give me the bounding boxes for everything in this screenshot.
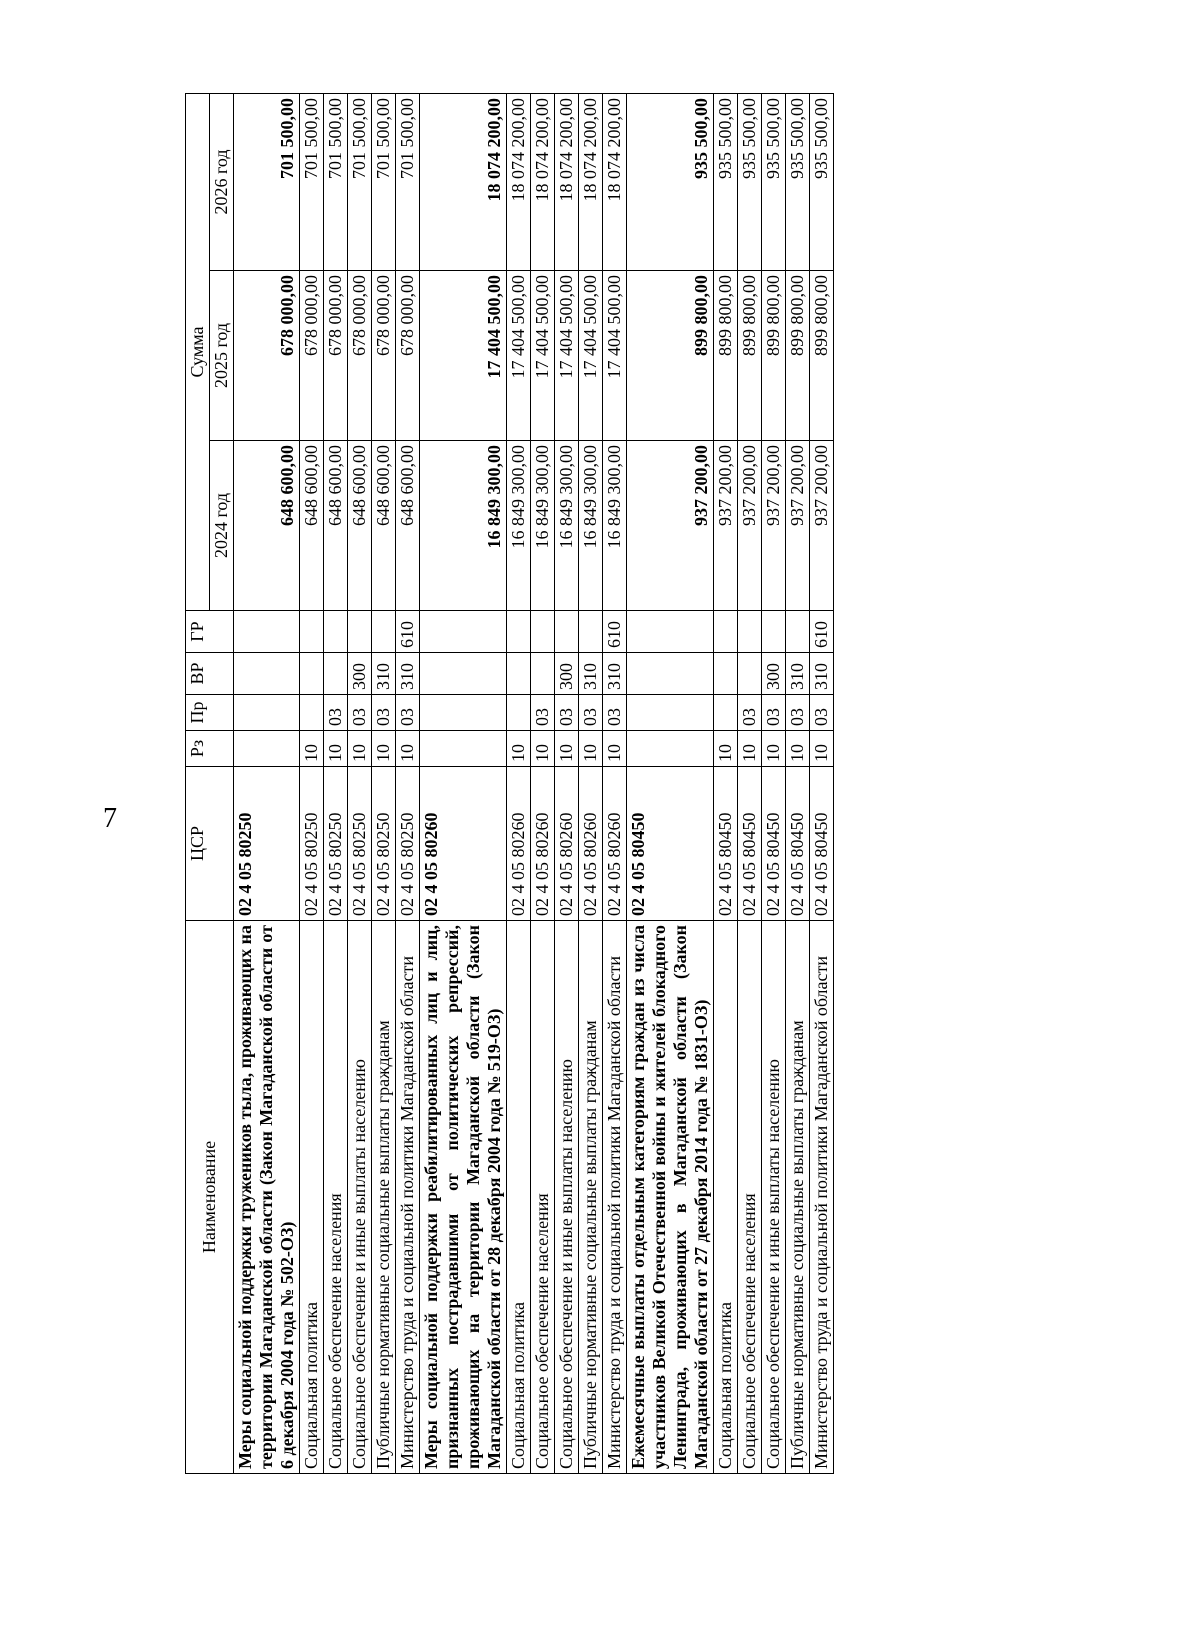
sum-2026-cell: 18 074 200,00 xyxy=(603,93,627,270)
vr-cell: 310 xyxy=(786,653,810,695)
sum-2024-cell: 648 600,00 xyxy=(234,441,300,611)
vr-cell xyxy=(507,653,531,695)
table-row xyxy=(396,93,420,1473)
name-cell: Меры социальной поддержки тружеников тыла, проживающих на территории Магаданской области (Закон Магаданской области от 6 декабря 2004 года № 502-ОЗ) xyxy=(234,921,300,1474)
sum-2025-cell: 678 000,00 xyxy=(372,271,396,441)
sum-2024-cell: 937 200,00 xyxy=(627,441,714,611)
pr-cell: 03 xyxy=(762,695,786,731)
csr-cell: 02 4 05 80250 xyxy=(372,767,396,921)
header-rz: Рз xyxy=(186,731,234,767)
csr-cell: 02 4 05 80250 xyxy=(348,767,372,921)
csr-cell: 02 4 05 80450 xyxy=(714,767,738,921)
gr-cell xyxy=(714,611,738,653)
gr-cell xyxy=(786,611,810,653)
sum-2026-cell: 18 074 200,00 xyxy=(420,93,507,270)
table-row xyxy=(738,93,762,1473)
sum-2024-cell: 16 849 300,00 xyxy=(420,441,507,611)
header-vr: ВР xyxy=(186,653,234,695)
vr-cell xyxy=(531,653,555,695)
sum-2024-cell: 648 600,00 xyxy=(372,441,396,611)
sum-2026-cell: 935 500,00 xyxy=(714,93,738,270)
gr-cell xyxy=(372,611,396,653)
table-row xyxy=(234,93,300,1473)
csr-cell: 02 4 05 80450 xyxy=(627,767,714,921)
sum-2024-cell: 648 600,00 xyxy=(396,441,420,611)
sum-2025-cell: 678 000,00 xyxy=(324,271,348,441)
sum-2025-cell: 899 800,00 xyxy=(738,271,762,441)
sum-2025-cell: 17 404 500,00 xyxy=(555,271,579,441)
pr-cell: 03 xyxy=(786,695,810,731)
rz-cell xyxy=(627,731,714,767)
table-body xyxy=(234,93,834,1473)
sum-2026-cell: 18 074 200,00 xyxy=(507,93,531,270)
sum-2026-cell: 935 500,00 xyxy=(738,93,762,270)
vr-cell xyxy=(300,653,324,695)
table-row xyxy=(786,93,810,1473)
sum-2025-cell: 17 404 500,00 xyxy=(579,271,603,441)
gr-cell xyxy=(627,611,714,653)
name-cell: Социальное обеспечение населения xyxy=(738,921,762,1474)
rz-cell: 10 xyxy=(300,731,324,767)
rz-cell: 10 xyxy=(531,731,555,767)
gr-cell xyxy=(579,611,603,653)
sum-2024-cell: 16 849 300,00 xyxy=(603,441,627,611)
pr-cell: 03 xyxy=(372,695,396,731)
rz-cell: 10 xyxy=(396,731,420,767)
table-row xyxy=(420,93,507,1473)
table-row xyxy=(810,93,834,1473)
sum-2026-cell: 18 074 200,00 xyxy=(555,93,579,270)
pr-cell xyxy=(507,695,531,731)
vr-cell: 310 xyxy=(372,653,396,695)
sum-2025-cell: 678 000,00 xyxy=(234,271,300,441)
name-cell: Социальное обеспечение и иные выплаты населению xyxy=(762,921,786,1474)
name-cell: Социальная политика xyxy=(507,921,531,1474)
sum-2024-cell: 937 200,00 xyxy=(762,441,786,611)
sum-2025-cell: 899 800,00 xyxy=(714,271,738,441)
header-gr: ГР xyxy=(186,611,234,653)
rz-cell xyxy=(234,731,300,767)
table-row xyxy=(555,93,579,1473)
csr-cell: 02 4 05 80450 xyxy=(738,767,762,921)
pr-cell: 03 xyxy=(324,695,348,731)
sum-2025-cell: 678 000,00 xyxy=(396,271,420,441)
pr-cell xyxy=(420,695,507,731)
sum-2025-cell: 899 800,00 xyxy=(786,271,810,441)
gr-cell: 610 xyxy=(396,611,420,653)
table-row xyxy=(762,93,786,1473)
pr-cell: 03 xyxy=(396,695,420,731)
sum-2026-cell: 701 500,00 xyxy=(396,93,420,270)
page-number: 7 xyxy=(103,803,117,834)
gr-cell xyxy=(234,611,300,653)
sum-2024-cell: 648 600,00 xyxy=(300,441,324,611)
sum-2024-cell: 648 600,00 xyxy=(324,441,348,611)
sum-2026-cell: 935 500,00 xyxy=(786,93,810,270)
csr-cell: 02 4 05 80250 xyxy=(234,767,300,921)
header-csr: ЦСР xyxy=(186,767,234,921)
header-year-2026: 2026 год xyxy=(210,93,234,270)
sum-2026-cell: 701 500,00 xyxy=(348,93,372,270)
gr-cell xyxy=(324,611,348,653)
vr-cell: 310 xyxy=(579,653,603,695)
sum-2024-cell: 16 849 300,00 xyxy=(555,441,579,611)
rz-cell: 10 xyxy=(786,731,810,767)
csr-cell: 02 4 05 80250 xyxy=(396,767,420,921)
gr-cell xyxy=(420,611,507,653)
table-row xyxy=(507,93,531,1473)
sum-2025-cell: 17 404 500,00 xyxy=(603,271,627,441)
sum-2025-cell: 17 404 500,00 xyxy=(507,271,531,441)
pr-cell: 03 xyxy=(531,695,555,731)
sum-2025-cell: 17 404 500,00 xyxy=(531,271,555,441)
vr-cell: 310 xyxy=(396,653,420,695)
header-year-2024: 2024 год xyxy=(210,441,234,611)
sum-2026-cell: 18 074 200,00 xyxy=(531,93,555,270)
csr-cell: 02 4 05 80450 xyxy=(786,767,810,921)
header-name: Наименование xyxy=(186,921,234,1474)
name-cell: Социальное обеспечение и иные выплаты населению xyxy=(348,921,372,1474)
csr-cell: 02 4 05 80260 xyxy=(579,767,603,921)
table-row xyxy=(372,93,396,1473)
rz-cell: 10 xyxy=(324,731,348,767)
vr-cell: 300 xyxy=(555,653,579,695)
rz-cell: 10 xyxy=(372,731,396,767)
pr-cell: 03 xyxy=(555,695,579,731)
csr-cell: 02 4 05 80260 xyxy=(555,767,579,921)
sum-2024-cell: 16 849 300,00 xyxy=(507,441,531,611)
rz-cell: 10 xyxy=(714,731,738,767)
pr-cell: 03 xyxy=(738,695,762,731)
vr-cell xyxy=(714,653,738,695)
table-row xyxy=(579,93,603,1473)
rz-cell xyxy=(420,731,507,767)
gr-cell xyxy=(348,611,372,653)
csr-cell: 02 4 05 80260 xyxy=(603,767,627,921)
sum-2024-cell: 937 200,00 xyxy=(714,441,738,611)
pr-cell: 03 xyxy=(579,695,603,731)
rotated-page-content xyxy=(185,94,1185,1474)
gr-cell xyxy=(555,611,579,653)
csr-cell: 02 4 05 80450 xyxy=(762,767,786,921)
table-row xyxy=(603,93,627,1473)
pr-cell: 03 xyxy=(603,695,627,731)
sum-2026-cell: 18 074 200,00 xyxy=(579,93,603,270)
sum-2025-cell: 678 000,00 xyxy=(300,271,324,441)
rz-cell: 10 xyxy=(762,731,786,767)
sum-2026-cell: 701 500,00 xyxy=(372,93,396,270)
name-cell: Публичные нормативные социальные выплаты гражданам xyxy=(786,921,810,1474)
pr-cell xyxy=(234,695,300,731)
table-row xyxy=(324,93,348,1473)
rz-cell: 10 xyxy=(810,731,834,767)
name-cell: Социальная политика xyxy=(714,921,738,1474)
sum-2025-cell: 899 800,00 xyxy=(762,271,786,441)
sum-2024-cell: 937 200,00 xyxy=(738,441,762,611)
name-cell: Публичные нормативные социальные выплаты гражданам xyxy=(579,921,603,1474)
gr-cell xyxy=(531,611,555,653)
gr-cell xyxy=(507,611,531,653)
gr-cell xyxy=(762,611,786,653)
table-header xyxy=(186,93,234,1473)
name-cell: Социальная политика xyxy=(300,921,324,1474)
table-row xyxy=(714,93,738,1473)
rz-cell: 10 xyxy=(603,731,627,767)
table-row xyxy=(627,93,714,1473)
sum-2026-cell: 701 500,00 xyxy=(234,93,300,270)
sum-2025-cell: 678 000,00 xyxy=(348,271,372,441)
name-cell: Меры социальной поддержки реабилитированных лиц и лиц, признанных пострадавшими от политических репрессий, проживающих на территории Магаданской области (Закон Магаданской области от 28 декабря 2004 года № 519-ОЗ) xyxy=(420,921,507,1474)
table-row xyxy=(531,93,555,1473)
csr-cell: 02 4 05 80260 xyxy=(507,767,531,921)
csr-cell: 02 4 05 80250 xyxy=(324,767,348,921)
sum-2025-cell: 899 800,00 xyxy=(810,271,834,441)
sum-2026-cell: 935 500,00 xyxy=(810,93,834,270)
csr-cell: 02 4 05 80450 xyxy=(810,767,834,921)
sum-2024-cell: 16 849 300,00 xyxy=(579,441,603,611)
sum-2024-cell: 16 849 300,00 xyxy=(531,441,555,611)
table-row xyxy=(300,93,324,1473)
name-cell: Социальное обеспечение населения xyxy=(324,921,348,1474)
vr-cell xyxy=(324,653,348,695)
header-year-2025: 2025 год xyxy=(210,271,234,441)
sum-2026-cell: 935 500,00 xyxy=(627,93,714,270)
name-cell: Социальное обеспечение и иные выплаты населению xyxy=(555,921,579,1474)
name-cell: Публичные нормативные социальные выплаты гражданам xyxy=(372,921,396,1474)
vr-cell: 310 xyxy=(603,653,627,695)
rz-cell: 10 xyxy=(507,731,531,767)
gr-cell: 610 xyxy=(603,611,627,653)
name-cell: Социальное обеспечение населения xyxy=(531,921,555,1474)
vr-cell: 310 xyxy=(810,653,834,695)
sum-2024-cell: 648 600,00 xyxy=(348,441,372,611)
vr-cell xyxy=(738,653,762,695)
sum-2026-cell: 701 500,00 xyxy=(324,93,348,270)
sum-2026-cell: 935 500,00 xyxy=(762,93,786,270)
name-cell: Министерство труда и социальной политики Магаданской области xyxy=(810,921,834,1474)
vr-cell xyxy=(627,653,714,695)
header-sum: Сумма xyxy=(186,93,210,610)
pr-cell: 03 xyxy=(348,695,372,731)
name-cell: Министерство труда и социальной политики Магаданской области xyxy=(396,921,420,1474)
name-cell: Ежемесячные выплаты отдельным категориям граждан из числа участников Великой Отечественной войны и жителей блокадного Ленинграда, проживающих в Магаданской области (Закон Магаданской области от 27 декабря 2014 года № 1831-ОЗ) xyxy=(627,921,714,1474)
gr-cell xyxy=(738,611,762,653)
sum-2026-cell: 701 500,00 xyxy=(300,93,324,270)
csr-cell: 02 4 05 80260 xyxy=(531,767,555,921)
sum-2025-cell: 17 404 500,00 xyxy=(420,271,507,441)
sum-2025-cell: 899 800,00 xyxy=(627,271,714,441)
gr-cell xyxy=(300,611,324,653)
csr-cell: 02 4 05 80260 xyxy=(420,767,507,921)
table-row xyxy=(348,93,372,1473)
vr-cell xyxy=(420,653,507,695)
gr-cell: 610 xyxy=(810,611,834,653)
pr-cell xyxy=(714,695,738,731)
sum-2024-cell: 937 200,00 xyxy=(810,441,834,611)
pr-cell xyxy=(627,695,714,731)
vr-cell xyxy=(234,653,300,695)
sum-2024-cell: 937 200,00 xyxy=(786,441,810,611)
pr-cell xyxy=(300,695,324,731)
pr-cell: 03 xyxy=(810,695,834,731)
rz-cell: 10 xyxy=(348,731,372,767)
name-cell: Министерство труда и социальной политики Магаданской области xyxy=(603,921,627,1474)
budget-table xyxy=(185,93,834,1474)
vr-cell: 300 xyxy=(348,653,372,695)
header-pr: Пр xyxy=(186,695,234,731)
rz-cell: 10 xyxy=(555,731,579,767)
vr-cell: 300 xyxy=(762,653,786,695)
rz-cell: 10 xyxy=(738,731,762,767)
csr-cell: 02 4 05 80250 xyxy=(300,767,324,921)
rz-cell: 10 xyxy=(579,731,603,767)
